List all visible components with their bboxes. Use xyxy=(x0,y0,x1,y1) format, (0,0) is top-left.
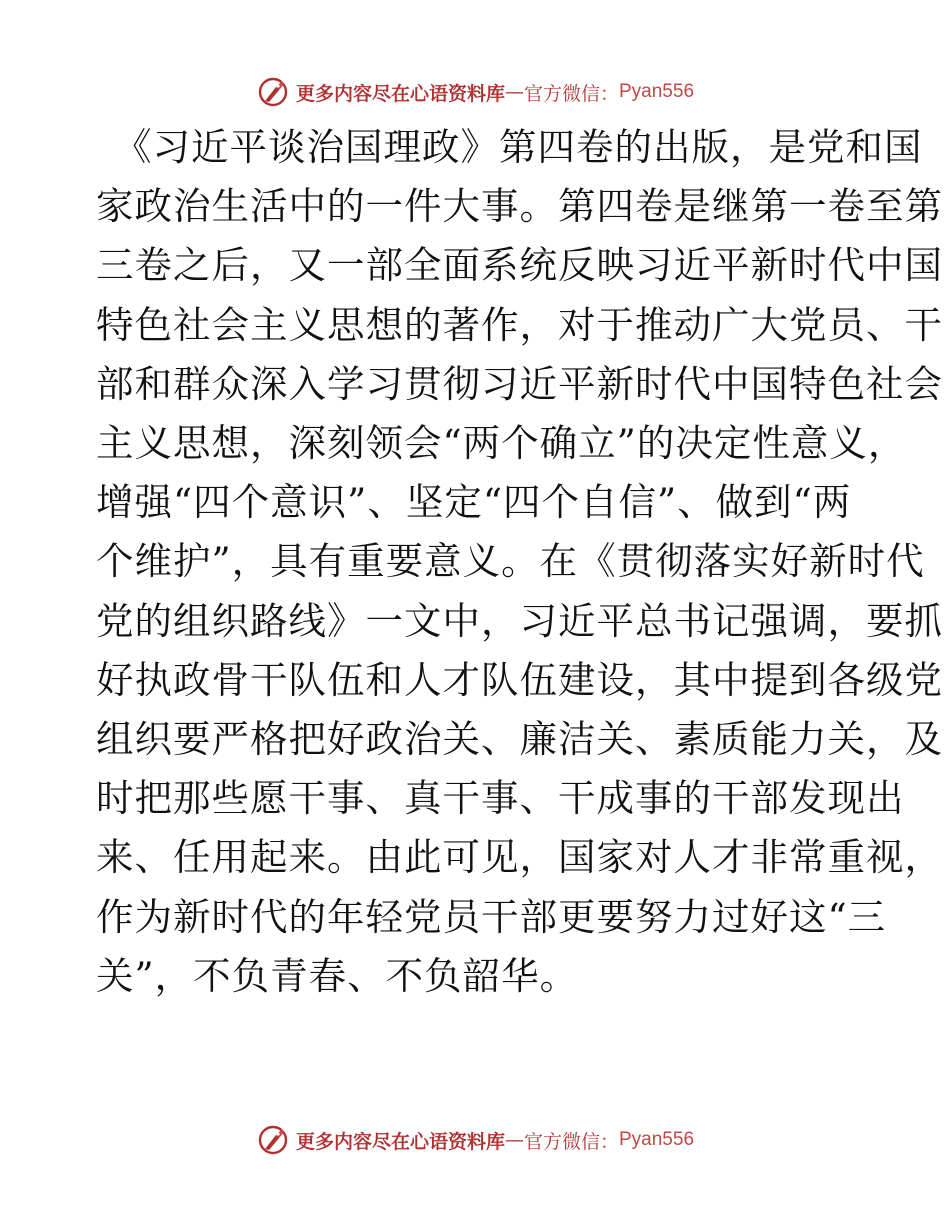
body-line: 部和群众深入学习贯彻习近平新时代中国特色社会 xyxy=(96,361,943,406)
banner-wechat-id: Pyan556 xyxy=(619,81,695,102)
document-body xyxy=(96,118,943,1006)
pen-nib-logo-icon xyxy=(256,75,290,109)
banner-site-name: 更多内容尽在心语资料库 xyxy=(295,1130,505,1153)
body-line: 家政治生活中的一件大事。第四卷是继第一卷至第 xyxy=(96,184,943,229)
body-line: 作为新时代的年轻党员干部更要努力过好这“三 xyxy=(96,894,887,939)
footer-banner xyxy=(0,1120,950,1160)
body-line: 《习近平谈治国理政》第四卷的出版，是党和国 xyxy=(114,125,923,169)
body-line: 主义思想，深刻领会“两个确立”的决定性意义， xyxy=(96,421,907,466)
body-line: 个维护”，具有重要意义。在《贯彻落实好新时代 xyxy=(96,539,925,584)
body-line: 特色社会主义思想的著作，对于推动广大党员、干 xyxy=(96,302,943,347)
body-line: 时把那些愿干事、真干事、干成事的干部发现出 xyxy=(96,776,905,821)
banner-site-name: 更多内容尽在心语资料库 xyxy=(295,82,505,105)
body-line: 增强“四个意识”、坚定“四个自信”、做到“两 xyxy=(96,480,852,525)
body-line: 关”，不负青春、不负韶华。 xyxy=(96,953,579,998)
banner-dash: — xyxy=(504,81,524,103)
body-line: 党的组织路线》一文中，习近平总书记强调，要抓 xyxy=(96,598,943,643)
header-banner xyxy=(0,72,950,112)
body-line: 来、任用起来。由此可见，国家对人才非常重视， xyxy=(96,835,943,880)
banner-wechat-label: 官方微信： xyxy=(523,82,619,105)
body-line: 好执政骨干队伍和人才队伍建设，其中提到各级党 xyxy=(96,657,943,702)
pen-nib-logo-icon xyxy=(256,1123,290,1157)
body-line: 组织要严格把好政治关、廉洁关、素质能力关，及 xyxy=(96,717,943,762)
banner-wechat-label: 官方微信： xyxy=(523,1130,619,1153)
body-line: 三卷之后，又一部全面系统反映习近平新时代中国 xyxy=(96,243,943,288)
banner-wechat-id: Pyan556 xyxy=(619,1129,695,1150)
banner-dash: — xyxy=(504,1129,524,1151)
